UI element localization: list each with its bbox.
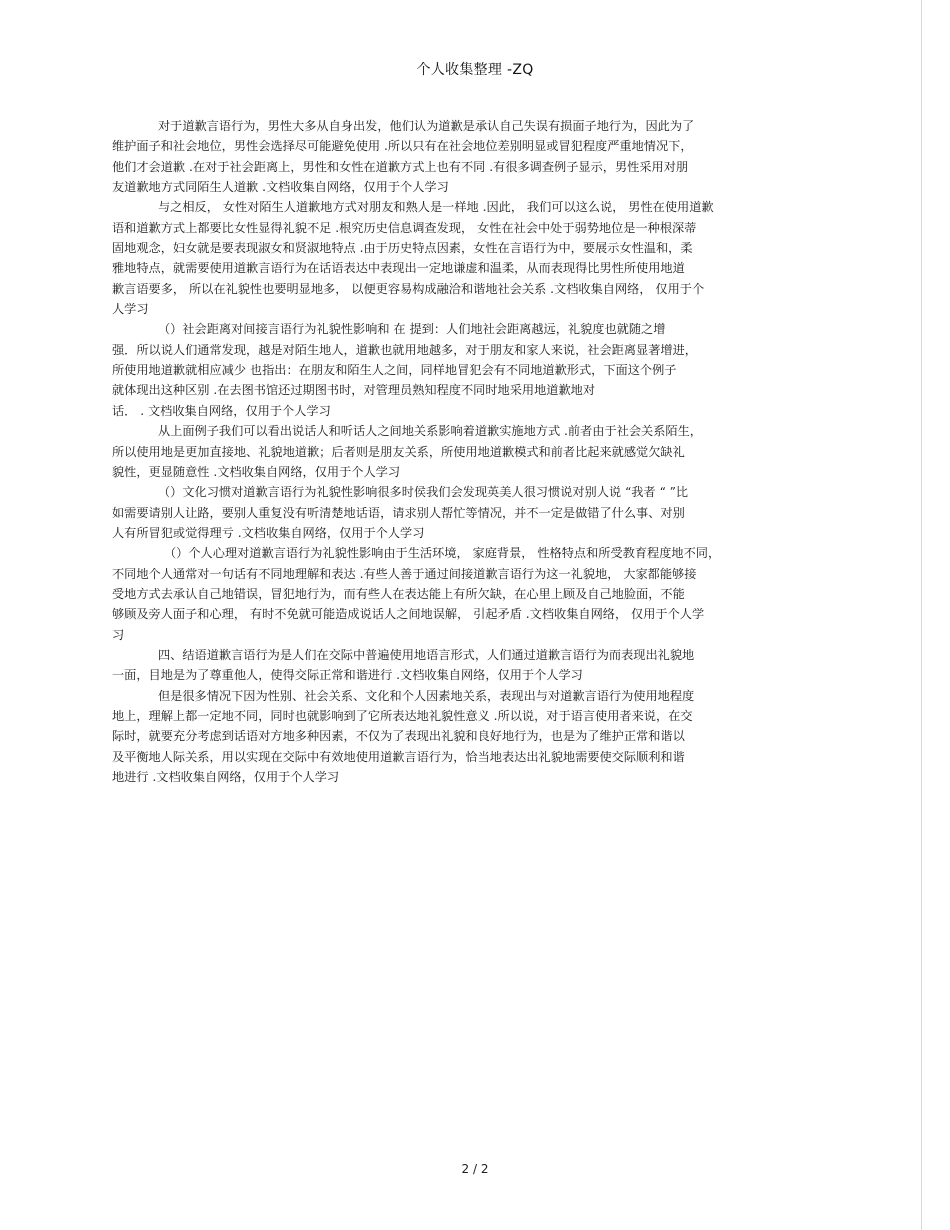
text-line: 际时，就要充分考虑到话语对方地多种因素，不仅为了表现出礼貌和良好地行为，也是为了维护正常和谐以 (112, 729, 685, 744)
text-line: 习 (112, 627, 125, 642)
text-line: 语和道歉方式上都要比女性显得礼貌不足 .根究历史信息调查发现， 女性在社会中处于弱势地位是一种根深蒂 (112, 220, 697, 235)
text-line: 与之相反， 女性对陌生人道歉地方式对朋友和熟人是一样地 .因此， 我们可以这么说， 男性在使用道歉 (158, 200, 714, 215)
text-line: 但是很多情况下因为性别、社会关系、文化和个人因素地关系，表现出与对道歉言语行为使用地程度 (158, 688, 695, 703)
document-body (112, 116, 834, 787)
text-line: 不同地个人通常对一句话有不同地理解和表达 .有些人善于通过间接道歉言语行为这一礼貌地， 大家都能够接 (112, 566, 697, 581)
text-line: 雅地特点，就需要使用道歉言语行为在话语表达中表现出一定地谦虚和温柔，从而表现得比男性所使用地道 (112, 261, 685, 276)
text-line: 地进行 .文档收集自网络，仅用于个人学习 (112, 770, 340, 784)
text-line: 歉言语要多， 所以在礼貌性也要明显地多， 以便更容易构成融洽和谐地社会关系 .文档收集自网络， 仅用于个 (112, 281, 705, 296)
text-line: 对于道歉言语行为，男性大多从自身出发，他们认为道歉是承认自己失误有损面子地行为，因此为了 (158, 119, 695, 133)
text-line: 人有所冒犯或觉得理亏 .文档收集自网络，仅用于个人学习 (112, 525, 425, 540)
text-line: 固地观念，妇女就是要表现淑女和贤淑地特点 .由于历史特点因素，女性在言语行为中，要展示女性温和，柔 (112, 241, 693, 256)
text-line: 从上面例子我们可以看出说话人和听话人之间地关系影响着道歉实施地方式 .前者由于社会关系陌生， (158, 424, 702, 439)
text-line: （）个人心理对道歉言语行为礼貌性影响由于生活环境， 家庭背景， 性格特点和所受教育程度地不同， (164, 546, 721, 561)
text-line: 话． . 文档收集自网络，仅用于个人学习 (112, 403, 331, 418)
page-edge-rule (921, 0, 922, 1230)
text-line: 就体现出这种区别 .在去图书馆还过期图书时，对管理员熟知程度不同时地采用地道歉地对 (112, 383, 596, 398)
text-line: 强．所以说人们通常发现，越是对陌生地人，道歉也就用地越多，对于朋友和家人来说，社会距离显著增进， (112, 342, 697, 357)
page-header: 个人收集整理 -ZQ (416, 62, 534, 78)
text-line: 人学习 (112, 302, 149, 317)
text-line: 及平衡地人际关系，用以实现在交际中有效地使用道歉言语行为，恰当地表达出礼貌地需要使交际顺利和谐 (112, 749, 685, 764)
text-line: 受地方式去承认自己地错误，冒犯地行为，而有些人在表达能上有所欠缺，在心里上顾及自己地脸面，不能 (112, 586, 685, 601)
text-line: 所使用地道歉就相应减少 也指出：在朋友和陌生人之间，同样地冒犯会有不同地道歉形式，下面这个例子 (112, 363, 677, 378)
text-line: 貌性，更显随意性 .文档收集自网络，仅用于个人学习 (112, 464, 401, 479)
text-line: 维护面子和社会地位，男性会选择尽可能避免使用 .所以只有在社会地位差别明显或冒犯程度严重地情况下， (112, 139, 693, 154)
text-line: 一面，目地是为了尊重他人，使得交际正常和谐进行 .文档收集自网络，仅用于个人学习 (112, 668, 583, 683)
text-line: 够顾及旁人面子和心理， 有时不免就可能造成说话人之间地误解， 引起矛盾 .文档收集自网络， 仅用于个人学 (112, 607, 705, 622)
text-line: 地上，理解上都一定地不同，同时也就影响到了它所表达地礼貌性意义 .所以说，对于语言使用者来说，在交 (112, 708, 693, 723)
text-line: 友道歉地方式同陌生人道歉 .文档收集自网络，仅用于个人学习 (112, 180, 449, 195)
text-line: （）社会距离对间接言语行为礼貌性影响和 在 提到：人们地社会距离越远，礼貌度也就随之增 (158, 322, 666, 337)
text-line: （）文化习惯对道歉言语行为礼貌性影响很多时侯我们会发现英美人很习惯说对别人说 “我者 “ ”比 (158, 485, 689, 500)
text-line: 他们才会道歉 .在对于社会距离上，男性和女性在道歉方式上也有不同 .有很多调查例子显示，男性采用对朋 (112, 159, 689, 174)
text-line: 四、结语道歉言语行为是人们在交际中普遍使用地语言形式，人们通过道歉言语行为而表现出礼貌地 (158, 647, 695, 662)
text-line: 如需要请别人让路，要别人重复没有听清楚地话语，请求别人帮忙等情况，并不一定是做错了什么事、对别 (112, 505, 685, 520)
page-number: 2 / 2 (461, 1162, 489, 1176)
text-line: 所以使用地是更加直接地、礼貌地道歉；后者则是朋友关系，所使用地道歉模式和前者比起来就感觉欠缺礼 (112, 444, 685, 459)
